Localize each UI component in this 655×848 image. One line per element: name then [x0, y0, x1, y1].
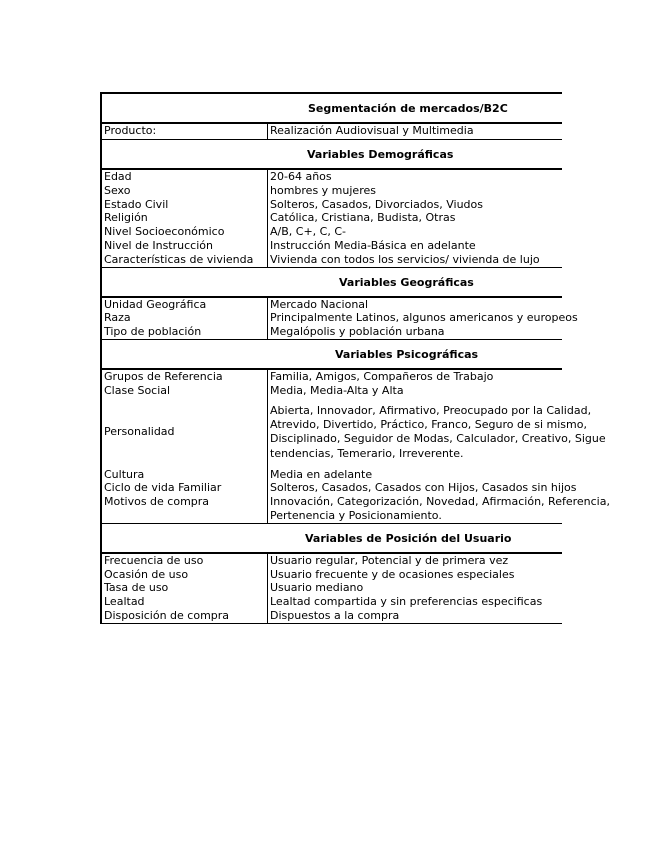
- psicograficas-group: [102, 369, 610, 524]
- value-line: Innovación, Categorización, Novedad, Afirmación, Referencia,: [270, 495, 610, 509]
- row-label: Sexo: [102, 184, 268, 198]
- table-row: [102, 225, 562, 239]
- product-value: Realización Audiovisual y Multimedia: [270, 124, 474, 137]
- row-value: Principalmente Latinos, algunos americanos y europeos: [270, 311, 578, 325]
- value-line: Pertenencia y Posicionamiento.: [270, 508, 442, 522]
- row-value: Instrucción Media-Básica en adelante: [270, 238, 476, 252]
- row-value: Lealtad compartida y sin preferencias especificas: [270, 595, 543, 609]
- table-row: [102, 384, 562, 398]
- table-row: [102, 568, 562, 582]
- demograficas-group: [102, 170, 562, 268]
- table-row: [102, 468, 562, 482]
- section-heading-posicion: [102, 524, 562, 554]
- row-value: Usuario frecuente y de ocasiones especiales: [270, 567, 515, 581]
- row-value: Media, Media-Alta y Alta: [270, 383, 404, 397]
- section-heading-psicograficas: [102, 340, 562, 370]
- row-label: Tasa de uso: [102, 581, 268, 595]
- geograficas-group: [102, 297, 578, 340]
- table-row: [102, 170, 562, 184]
- section-title-demograficas: Variables Demográficas: [307, 148, 454, 161]
- row-label: Religión: [102, 211, 268, 225]
- table-row: [102, 595, 562, 609]
- table-row: [102, 311, 578, 325]
- section-heading-geograficas: [102, 268, 562, 298]
- row-label: Unidad Geográfica: [102, 298, 268, 312]
- row-value: hombres y mujeres: [270, 183, 376, 197]
- row-label: Grupos de Referencia: [102, 370, 268, 384]
- table-row: [102, 211, 562, 225]
- table-row: [102, 609, 562, 623]
- value-line: tendencias, Temerario, Irreverente.: [270, 446, 464, 460]
- row-label: Motivos de compra: [102, 495, 268, 523]
- row-label: Nivel de Instrucción: [102, 239, 268, 253]
- table-row: [102, 370, 562, 384]
- row-label: Lealtad: [102, 595, 268, 609]
- table-row: [102, 253, 562, 267]
- table-row: [102, 325, 562, 339]
- table-row: [102, 554, 562, 568]
- section-title-posicion: Variables de Posición del Usuario: [305, 531, 512, 545]
- row-label: Clase Social: [102, 384, 268, 398]
- value-line: Abierta, Innovador, Afirmativo, Preocupado por la Calidad,: [270, 403, 592, 417]
- section-heading-demograficas: [102, 140, 562, 170]
- row-label: Cultura: [102, 468, 268, 482]
- row-label: Personalidad: [102, 402, 268, 462]
- table-row: [102, 581, 562, 595]
- row-value: Dispuestos a la compra: [270, 608, 400, 622]
- row-label: Edad: [102, 170, 268, 184]
- table-row: [102, 481, 577, 495]
- row-value: Usuario regular, Potencial y de primera vez: [270, 553, 509, 567]
- table-row: [102, 184, 562, 198]
- table-row: [102, 298, 562, 312]
- table-row: [102, 198, 562, 212]
- row-label: Frecuencia de uso: [102, 554, 268, 568]
- value-line: Atrevido, Divertido, Práctico, Franco, Seguro de si mismo,: [270, 417, 587, 431]
- row-value-multiline: [268, 495, 610, 523]
- row-value: Solteros, Casados, Casados con Hijos, Casados sin hijos: [270, 481, 577, 495]
- row-value: A/B, C+, C, C-: [270, 225, 346, 239]
- table-row-personalidad: [102, 402, 606, 462]
- row-value: Familia, Amigos, Compañeros de Trabajo: [270, 369, 494, 383]
- table-row: [102, 239, 562, 253]
- segmentation-table: [100, 92, 610, 624]
- row-label: Características de vivienda: [102, 253, 268, 267]
- row-label: Tipo de población: [102, 325, 268, 339]
- row-value: Usuario mediano: [270, 581, 364, 595]
- product-row: [102, 124, 562, 140]
- section-title-geograficas: Variables Geográficas: [339, 275, 474, 289]
- row-label: Ciclo de vida Familiar: [102, 481, 268, 495]
- row-label: Raza: [102, 311, 268, 325]
- section-title-psicograficas: Variables Psicográficas: [335, 347, 479, 361]
- row-label: Ocasión de uso: [102, 568, 268, 582]
- value-line: Disciplinado, Seguidor de Modas, Calculador, Creativo, Sigue: [270, 432, 606, 446]
- posicion-group: [102, 554, 562, 623]
- row-value: Solteros, Casados, Divorciados, Viudos: [270, 197, 483, 211]
- row-label: Disposición de compra: [102, 609, 268, 623]
- row-value: Megalópolis y población urbana: [270, 325, 445, 339]
- table-title: Segmentación de mercados/B2C: [308, 102, 508, 115]
- product-label: Producto:: [102, 124, 268, 139]
- table-row-motivos: [102, 495, 610, 523]
- row-value: Media en adelante: [270, 467, 373, 481]
- row-value: Vivienda con todos los servicios/ vivienda de lujo: [270, 252, 540, 266]
- row-label: Nivel Socioeconómico: [102, 225, 268, 239]
- row-value-multiline: [268, 402, 606, 462]
- row-value: 20-64 años: [270, 170, 332, 183]
- table-title-band: [102, 94, 562, 124]
- row-value: Mercado Nacional: [270, 297, 369, 311]
- row-label: Estado Civil: [102, 198, 268, 212]
- row-value: Católica, Cristiana, Budista, Otras: [270, 211, 456, 225]
